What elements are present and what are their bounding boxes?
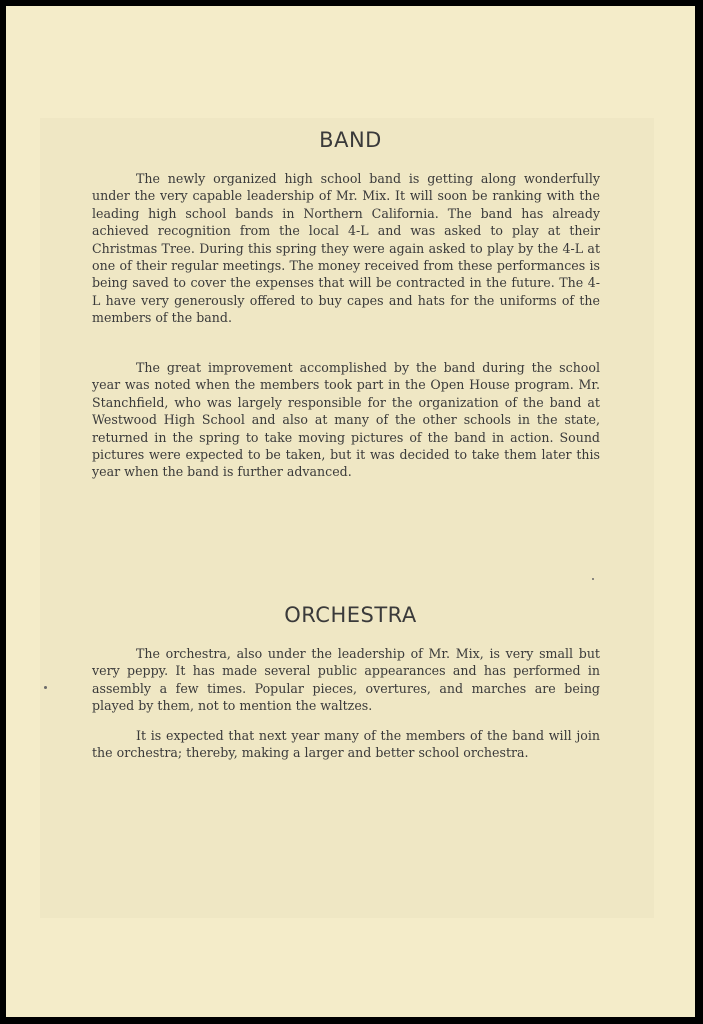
band-paragraph-2: The great improvement accomplished by the band during the school year was noted when the members took part in the Open House program. Mr. Stanchfield, who was largely responsible for the organization of the band at Westwood High School and also at many of the other schools in the state, returned in the spring to take moving pictures of the band in action. Sound pictures were expected to be taken, but it was decided to take them later this year when the band is further advanced.: [92, 360, 600, 480]
band-heading: BAND: [319, 128, 382, 152]
page-speck: [592, 578, 594, 580]
page-speck: [44, 686, 47, 689]
band-paragraph-1: The newly organized high school band is getting along wonderfully under the very capable leadership of Mr. Mix. It will soon be ranking with the leading high school bands in Northern California. The band has already achieved recognition from the local 4-L and was asked to play at their Christmas Tree. During this spring they were again asked to play by the 4-L at one of their regular meetings. The money received from these performances is being saved to cover the expenses that will be contracted in the future. The 4-L have very generously offered to buy capes and hats for the uniforms of the members of the band.: [92, 171, 600, 326]
yearbook-page: [6, 6, 695, 1017]
orchestra-paragraph-1: The orchestra, also under the leadership of Mr. Mix, is very small but very peppy. It has made several public appearances and has performed in assembly a few times. Popular pieces, overtures, and marches are being played by them, not to mention the waltzes.: [92, 646, 600, 714]
orchestra-heading: ORCHESTRA: [284, 603, 417, 627]
orchestra-paragraph-2: It is expected that next year many of the members of the band will join the orchestra; thereby, making a larger and better school orchestra.: [92, 728, 600, 761]
